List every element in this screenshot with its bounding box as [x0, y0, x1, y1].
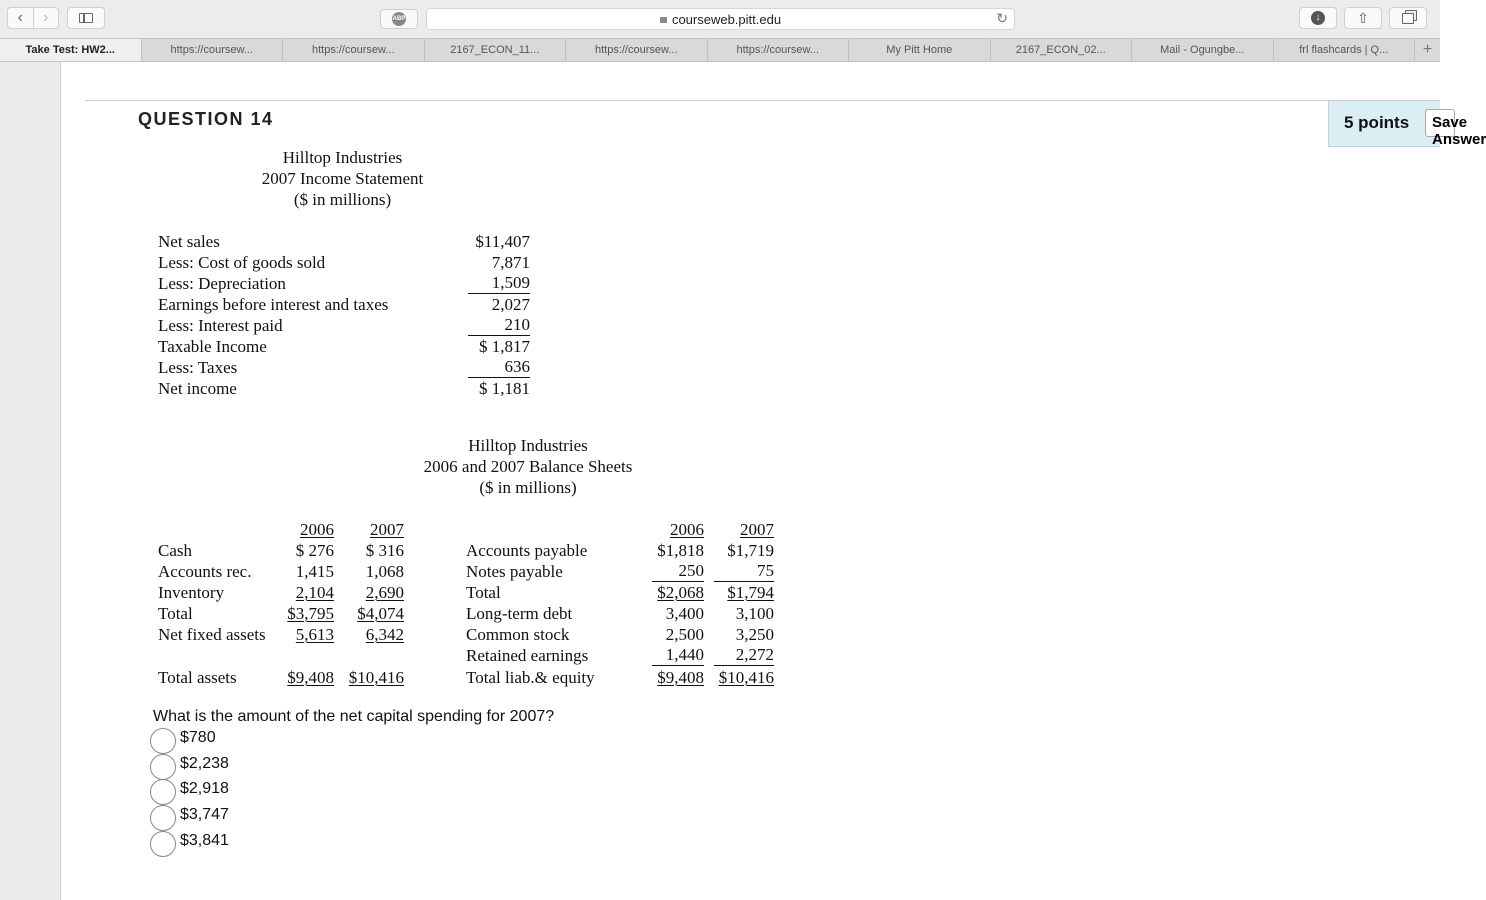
adblock-icon: ABP — [392, 12, 406, 26]
statement-units: ($ in millions) — [479, 478, 577, 497]
assets-row: Cash $ 276 $ 316 — [158, 541, 404, 560]
statement-title: 2007 Income Statement — [261, 169, 424, 188]
tab-econ-11[interactable]: 2167_ECON_11... — [425, 39, 567, 61]
income-row: Net sales $11,407 — [158, 232, 530, 251]
assets-row: Total assets $9,408 $10,416 — [158, 668, 404, 687]
liabilities-row: Total $2,068 $1,794 — [466, 583, 774, 602]
tabs-overview-button[interactable] — [1389, 7, 1427, 29]
new-tab-icon[interactable]: + — [1422, 41, 1433, 58]
income-rows — [158, 231, 530, 401]
assets-row: Total $3,795 $4,074 — [158, 604, 404, 623]
tabs-icon — [1402, 13, 1414, 24]
address-bar[interactable] — [426, 8, 1015, 30]
tab-courseweb-3[interactable]: https://coursew... — [566, 39, 708, 61]
liabilities-row: Retained earnings 1,440 2,272 — [466, 645, 774, 665]
tab-courseweb-4[interactable]: https://coursew... — [708, 39, 850, 61]
liabilities-year-header: 2006 2007 — [670, 520, 774, 539]
forward-icon[interactable]: › — [33, 8, 59, 28]
company-name: Hilltop Industries — [282, 148, 403, 167]
points-panel — [1328, 101, 1486, 148]
assets-year-header: 2006 2007 — [300, 520, 404, 539]
downloads-button[interactable] — [1299, 7, 1337, 29]
balance-sheet-header — [378, 435, 678, 498]
adblock-button[interactable] — [380, 9, 418, 29]
sidebar-toggle-button[interactable] — [67, 7, 105, 29]
share-button[interactable] — [1344, 7, 1382, 29]
income-row: Earnings before interest and taxes 2,027 — [158, 295, 530, 314]
income-row: Less: Interest paid 210 — [158, 315, 530, 335]
company-name: Hilltop Industries — [468, 436, 588, 455]
liabilities-table — [466, 519, 778, 691]
answer-option-label[interactable]: $2,238 — [180, 755, 229, 772]
income-row: Taxable Income $ 1,817 — [158, 337, 530, 356]
liabilities-row: Common stock 2,500 3,250 — [466, 625, 774, 644]
income-row: Less: Depreciation 1,509 — [158, 273, 530, 293]
tab-my-pitt-home[interactable]: My Pitt Home — [849, 39, 991, 61]
liabilities-row: Accounts payable $1,818 $1,719 — [466, 541, 774, 560]
left-gutter — [0, 62, 61, 900]
answer-option-label[interactable]: $3,841 — [180, 832, 229, 849]
liabilities-row: Long-term debt 3,400 3,100 — [466, 604, 774, 623]
income-row: Less: Cost of goods sold 7,871 — [158, 253, 530, 272]
assets-table — [158, 519, 408, 691]
reload-icon[interactable]: ↻ — [996, 10, 1008, 26]
assets-row: Net fixed assets 5,613 6,342 — [158, 625, 404, 644]
income-row: Net income $ 1,181 — [158, 379, 530, 398]
income-statement-header — [200, 147, 485, 210]
statement-units: ($ in millions) — [293, 190, 392, 209]
tab-courseweb-2[interactable]: https://coursew... — [283, 39, 425, 61]
answer-option-label[interactable]: $780 — [180, 729, 216, 746]
radio-button[interactable] — [150, 779, 176, 805]
tab-flashcards[interactable]: frl flashcards | Q... — [1274, 39, 1416, 61]
question-title: QUESTION 14 — [138, 109, 274, 129]
liabilities-row: Total liab.& equity $9,408 $10,416 — [466, 668, 774, 687]
income-row: Less: Taxes 636 — [158, 357, 530, 377]
nav-buttons — [7, 7, 59, 29]
radio-button[interactable] — [150, 805, 176, 831]
question-divider — [85, 100, 1440, 101]
statement-title: 2006 and 2007 Balance Sheets — [423, 457, 633, 476]
sidebar-icon — [79, 13, 93, 23]
lock-icon — [660, 17, 667, 23]
tab-courseweb-1[interactable]: https://coursew... — [142, 39, 284, 61]
question-prompt: What is the amount of the net capital spending for 2007? — [153, 708, 555, 725]
browser-toolbar — [0, 0, 1440, 38]
answer-option-label[interactable]: $3,747 — [180, 806, 229, 823]
save-answer-button[interactable]: Save Answer — [1425, 109, 1455, 137]
points-label: 5 points — [1344, 113, 1410, 132]
radio-button[interactable] — [150, 831, 176, 857]
tab-bar — [0, 38, 1440, 62]
download-icon: ↓ — [1311, 11, 1325, 25]
answer-option-label[interactable]: $2,918 — [180, 780, 229, 797]
url-text: courseweb.pitt.edu — [671, 12, 782, 27]
tab-take-test[interactable]: Take Test: HW2... — [0, 39, 142, 61]
tab-mail[interactable]: Mail - Ogungbe... — [1132, 39, 1274, 61]
assets-row: Accounts rec. 1,415 1,068 — [158, 562, 404, 581]
tab-econ-02[interactable]: 2167_ECON_02... — [991, 39, 1133, 61]
liabilities-row: Notes payable 250 75 — [466, 561, 774, 581]
radio-button[interactable] — [150, 728, 176, 754]
radio-button[interactable] — [150, 754, 176, 780]
assets-row: Inventory 2,104 2,690 — [158, 583, 404, 602]
back-icon[interactable]: ‹ — [17, 9, 23, 26]
share-icon: ⇧ — [1357, 9, 1369, 26]
